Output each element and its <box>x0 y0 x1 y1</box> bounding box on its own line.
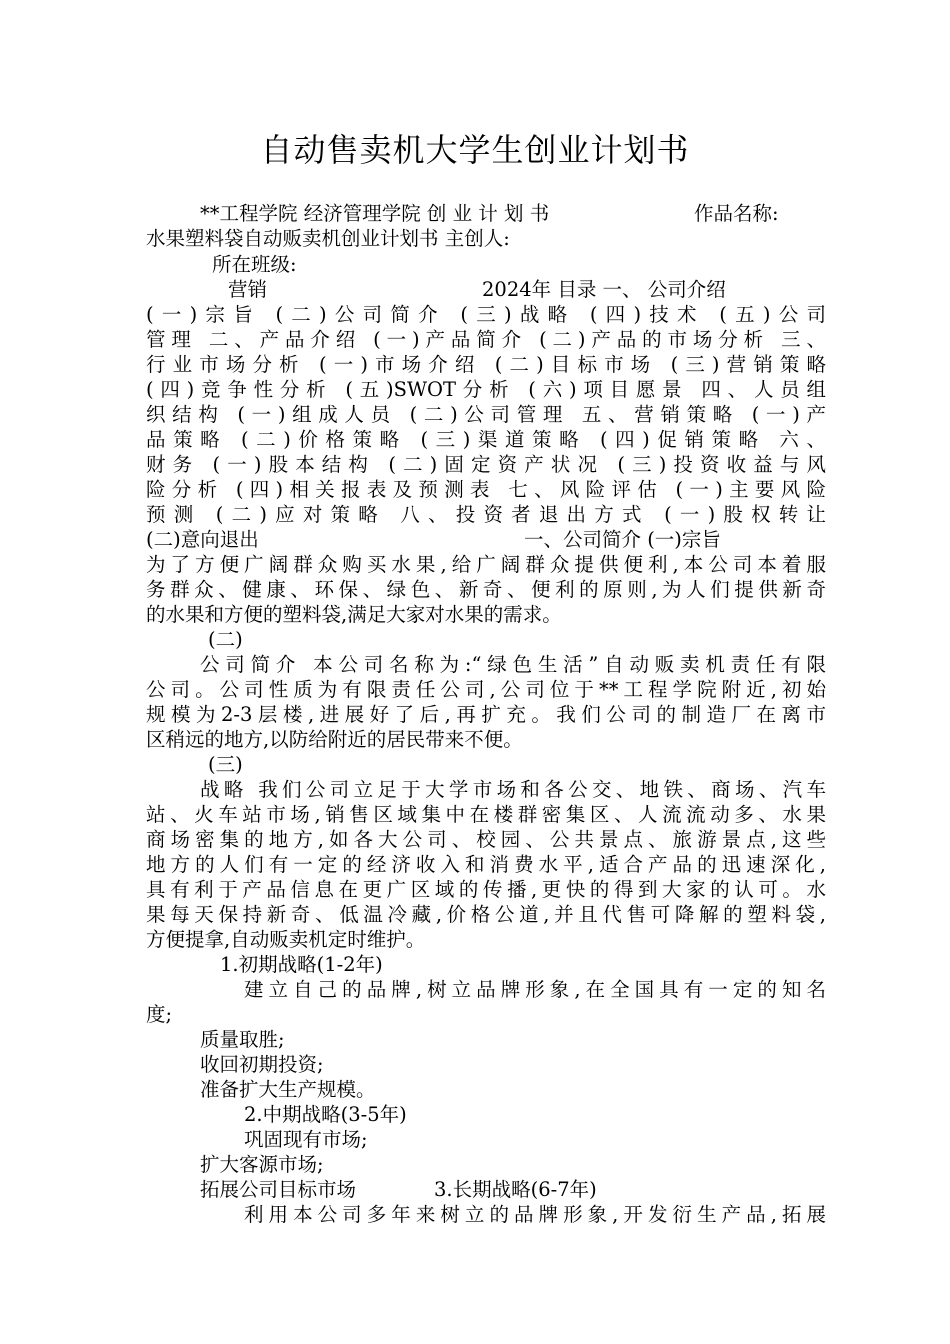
text-line: 品策略 (二)价格策略 (三)渠道策略 (四)促销策略 六、 <box>146 428 826 451</box>
text-line: 2024年 目录 一、 公司介绍 <box>482 278 726 301</box>
text-line: 公司。公司性质为有限责任公司,公司位于**工程学院附近,初始 <box>146 678 826 701</box>
text-line: 度; <box>146 1003 173 1026</box>
text-line: 织结构 (一)组成人员 (二)公司管理 五、营销策略 (一)产 <box>146 403 826 426</box>
text-line: 商场密集的地方,如各大公司、校园、公共景点、旅游景点,这些 <box>146 828 826 851</box>
text-line: 的水果和方便的塑料袋,满足大家对水果的需求。 <box>146 603 562 626</box>
text-line: 具有利于产品信息在更广区域的传播,更快的得到大家的认可。水 <box>146 878 826 901</box>
text-line: 险分析 (四)相关报表及预测表 七、风险评估 (一)主要风险 <box>146 478 826 501</box>
text-line: (二) <box>208 628 243 651</box>
text-line: 水果塑料袋自动贩卖机创业计划书 主创人: <box>146 227 510 250</box>
text-line: (三) <box>208 753 243 776</box>
text-line: 区稍远的地方,以防给附近的居民带来不便。 <box>146 728 523 751</box>
text-line: 扩大客源市场; <box>200 1153 324 1176</box>
text-line: 站、火车站市场,销售区域集中在楼群密集区、人流流动多、水果 <box>146 803 826 826</box>
text-line: 预测 (二)应对策略 八、投资者退出方式 (一)股权转让 <box>146 503 826 526</box>
text-line: 战略 我们公司立足于大学市场和各公交、地铁、商场、汽车 <box>200 778 826 801</box>
text-line: 公司简介 本公司名称为:“绿色生活”自动贩卖机责任有限 <box>200 653 826 676</box>
text-line: 行业市场分析 (一)市场介绍 (二)目标市场 (三)营销策略 <box>146 353 826 376</box>
text-line: 方便提拿,自动贩卖机定时维护。 <box>146 928 426 951</box>
text-line: 营销 <box>228 278 268 301</box>
text-line: (四)竞争性分析 (五)SWOT分析 (六)项目愿景 四、人员组 <box>146 378 826 401</box>
text-line: 一、公司简介 (一)宗旨 <box>524 528 721 551</box>
text-line: 管理 二、产品介绍 (一)产品简介 (二)产品的市场分析 三、 <box>146 328 826 351</box>
text-line: 规模为2-3层楼,进展好了后,再扩充。我们公司的制造厂在离市 <box>146 703 826 726</box>
text-line: 建立自己的品牌,树立品牌形象,在全国具有一定的知名 <box>244 978 826 1001</box>
text-line: 1.初期战略(1-2年) <box>220 953 383 976</box>
text-line: 作品名称: <box>694 202 779 225</box>
text-line: 地方的人们有一定的经济收入和消费水平,适合产品的迅速深化, <box>146 853 826 876</box>
text-line: 所在班级: <box>212 253 297 276</box>
text-line: 质量取胜; <box>200 1028 285 1051</box>
text-line: 为了方便广阔群众购买水果,给广阔群众提供便利,本公司本着服 <box>146 553 826 576</box>
text-line: 利用本公司多年来树立的品牌形象,开发衍生产品,拓展 <box>244 1203 826 1226</box>
text-line: 巩固现有市场; <box>244 1128 368 1151</box>
text-line: 收回初期投资; <box>200 1053 324 1076</box>
text-line: 3.长期战略(6-7年) <box>434 1178 597 1201</box>
text-line: (二)意向退出 <box>146 528 259 551</box>
text-line: 果每天保持新奇、低温冷藏,价格公道,并且代售可降解的塑料袋, <box>146 903 826 926</box>
text-line: 拓展公司目标市场 <box>200 1178 357 1201</box>
text-line: **工程学院 经济管理学院 创 业 计 划 书 <box>200 202 550 225</box>
text-line: 财务 (一)股本结构 (二)固定资产状况 (三)投资收益与风 <box>146 453 826 476</box>
text-line: (一)宗旨 (二)公司简介 (三)战略 (四)技术 (五)公司 <box>146 303 826 326</box>
text-line: 准备扩大生产规模。 <box>200 1078 376 1101</box>
document-title: 自动售卖机大学生创业计划书 <box>260 131 690 169</box>
text-line: 务群众、健康、环保、绿色、新奇、便利的原则,为人们提供新奇 <box>146 578 826 601</box>
text-line: 2.中期战略(3-5年) <box>244 1103 407 1126</box>
